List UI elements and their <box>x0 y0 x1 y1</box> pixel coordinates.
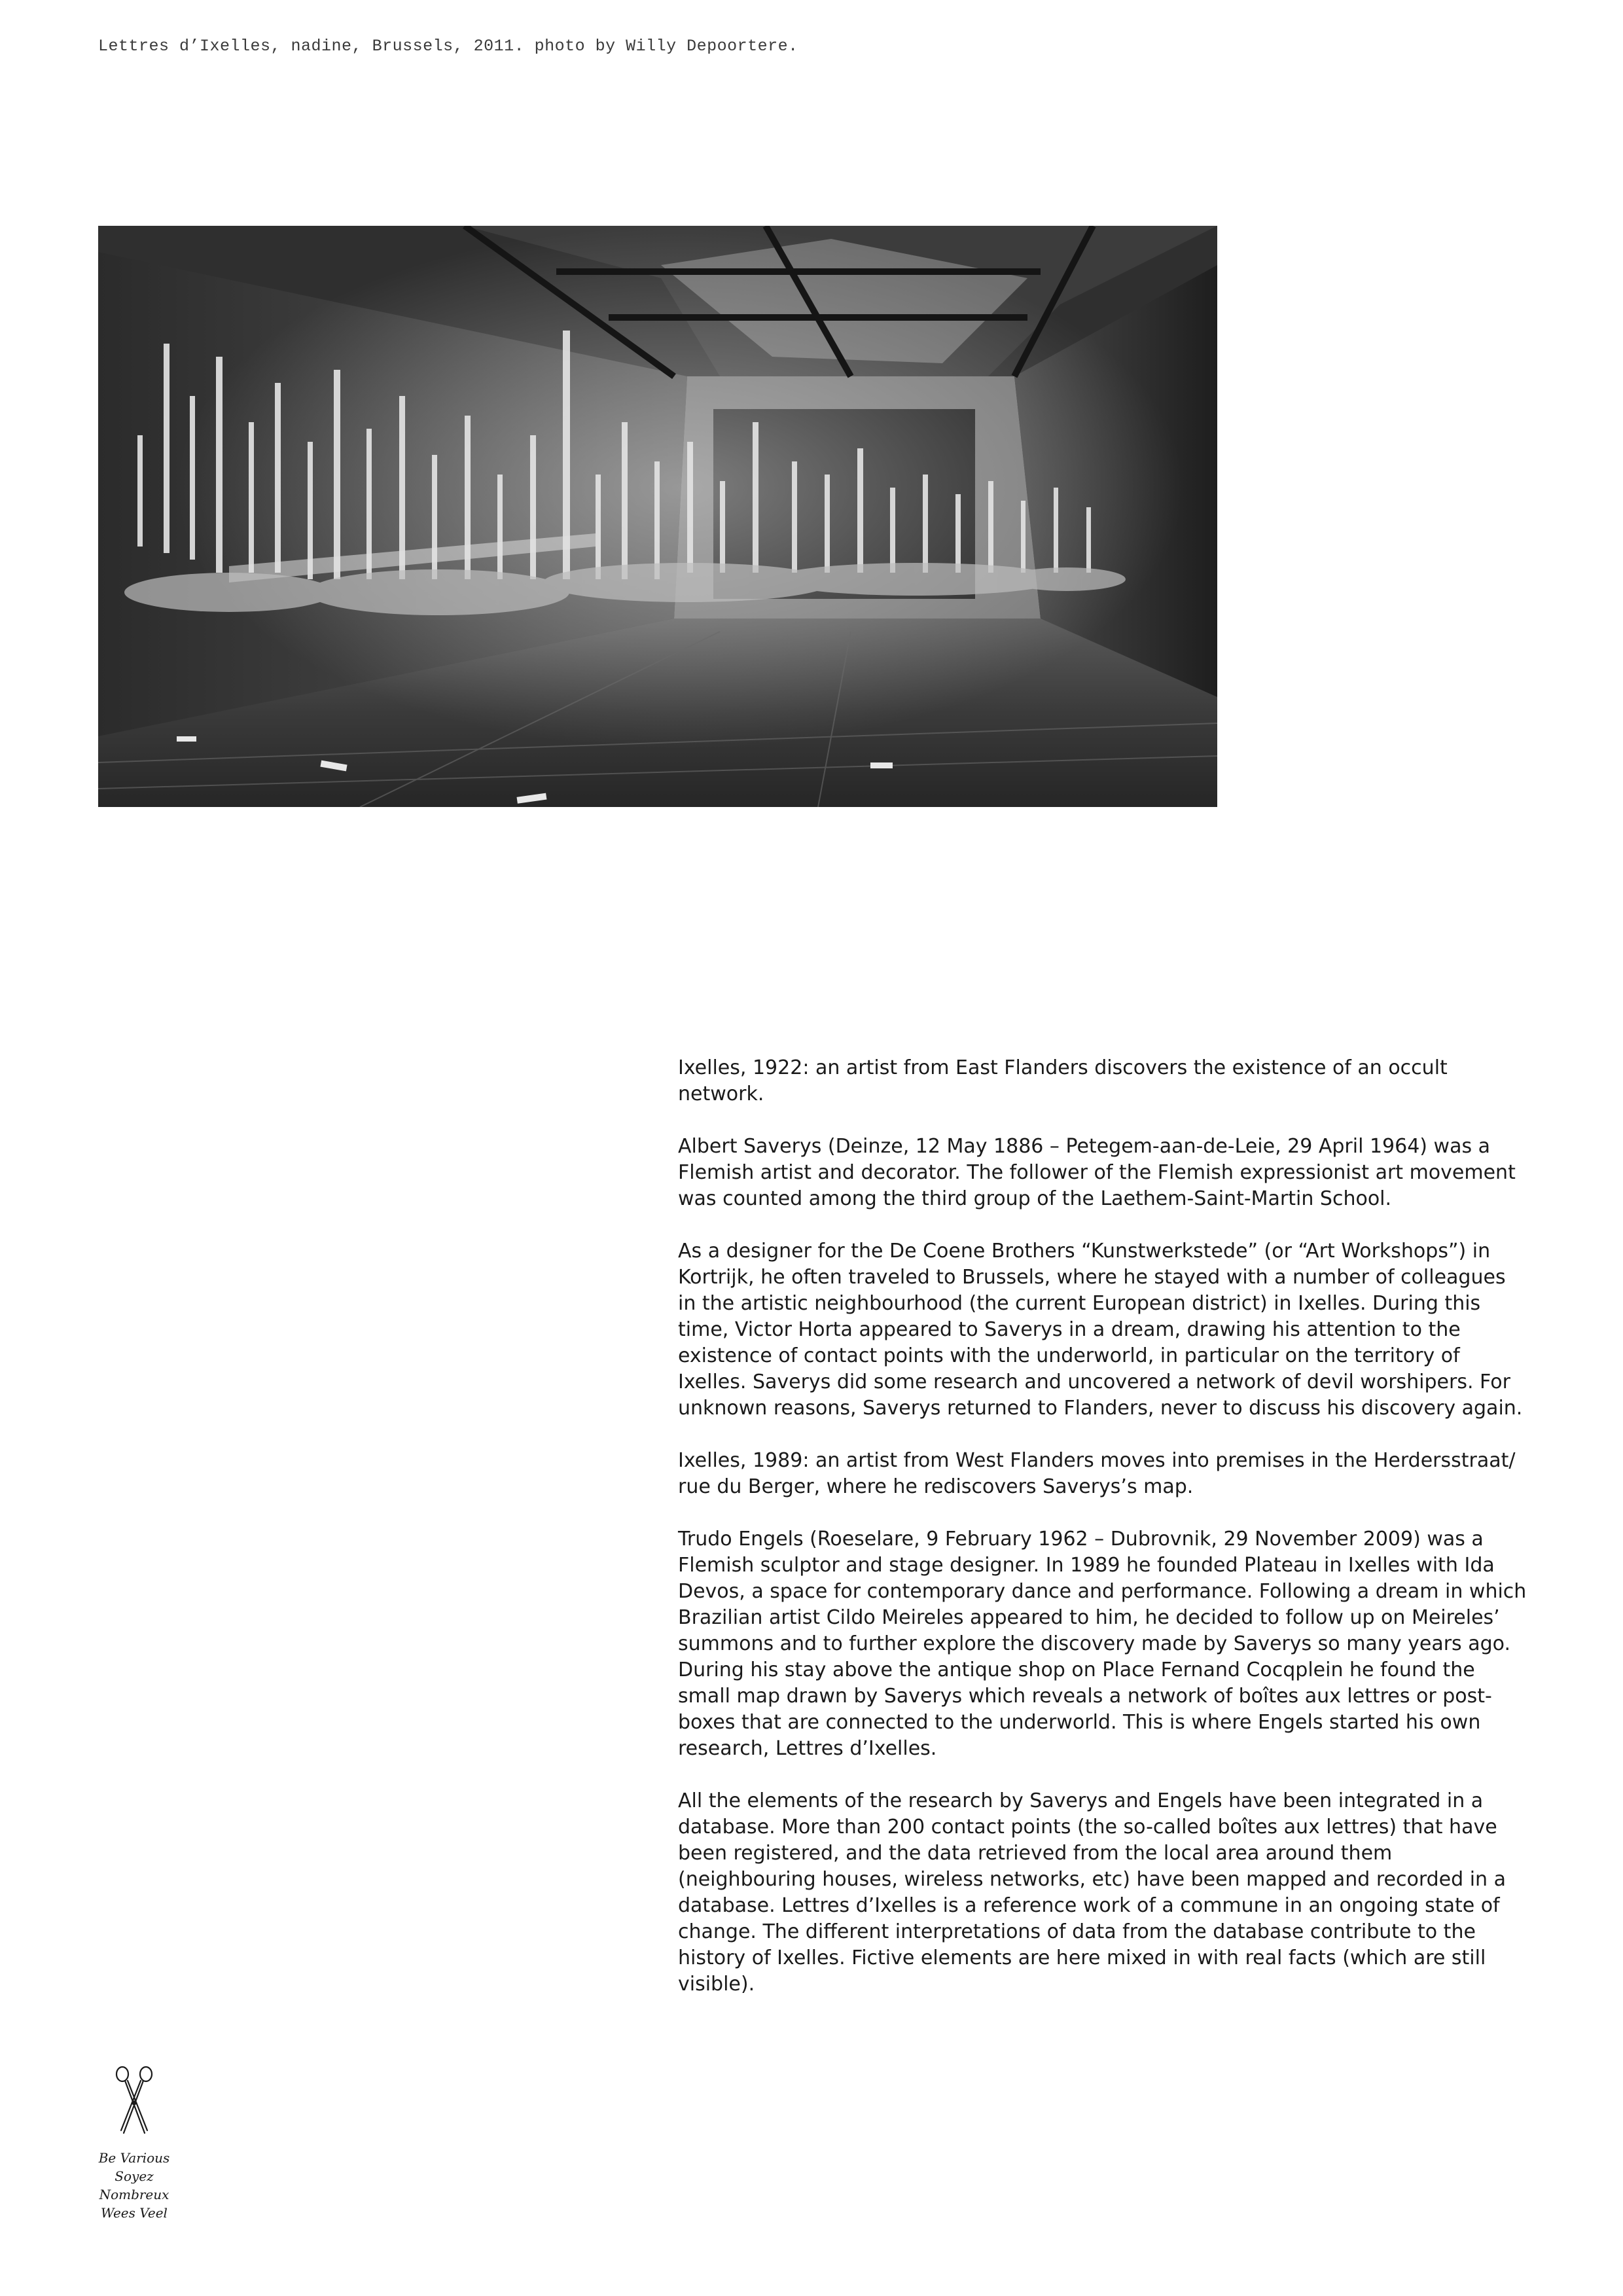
motto-english: Be Various <box>98 2150 170 2166</box>
motto-french: Soyez Nombreux <box>99 2168 169 2202</box>
crossed-scissors-icon <box>108 2065 160 2137</box>
essay-paragraph-4: Ixelles, 1989: an artist from West Flanders moves into premises in the Herdersstraat/ rue du Berger, where he rediscovers Saverys’s map. <box>678 1449 1516 1498</box>
essay-paragraph-6: All the elements of the research by Saverys and Engels have been integrated in a database. More than 200 contact points (the so-called boîtes aux lettres) that have been registered, and the data retrieved from the local area around them (neighbouring houses, wireless networks, etc) have been mapped and recorded in a database. Lettres d’Ixelles is a reference work of a commune in an ongoing state of change. The different interpretations of data from the database contribute to the history of Ixelles. Fictive elements are here mixed in with real facts (which are still visible). <box>678 1789 1506 1996</box>
exhibition-photo <box>98 226 1217 807</box>
publisher-logo <box>79 2065 190 2222</box>
essay-paragraph-5: Trudo Engels (Roeselare, 9 February 1962 – Dubrovnik, 29 November 2009) was a Flemish sculptor and stage designer. In 1989 he founded Plateau in Ixelles with Ida Devos, a space for contemporary dance and performance. Following a dream in which Brazilian artist Cildo Meireles appeared to him, he decided to follow up on Meireles’ summons and to further explore the discovery made by Saverys so many years ago. During his stay above the antique shop on Place Fernand Cocqplein he found the small map drawn by Saverys which reveals a network of boîtes aux lettres or post-boxes that are connected to the underworld. This is where Engels started his own research, Lettres d’Ixelles. <box>678 1528 1527 1760</box>
essay-paragraph-2: Albert Saverys (Deinze, 12 May 1886 – Petegem-aan-de-Leie, 29 April 1964) was a Flemish artist and decorator. The follower of the Flemish expressionist art movement was counted among the third group of the Laethem-Saint-Martin School. <box>678 1135 1516 1210</box>
essay-paragraph-3: As a designer for the De Coene Brothers “Kunstwerkstede” (or “Art Workshops”) in Kortrijk, he often traveled to Brussels, where he stayed with a number of colleagues in the artistic neighbourhood (the current European district) in Ixelles. During this time, Victor Horta appeared to Saverys in a dream, drawing his attention to the existence of contact points with the underworld, in particular on the territory of Ixelles. Saverys did some research and uncovered a network of devil worshipers. For unknown reasons, Saverys returned to Flanders, never to discuss his discovery again. <box>678 1240 1523 1420</box>
photo-caption: Lettres d’Ixelles, nadine, Brussels, 2011. photo by Willy Depoortere. <box>98 37 798 56</box>
motto-dutch: Wees Veel <box>101 2205 168 2221</box>
essay-paragraph-1: Ixelles, 1922: an artist from East Flanders discovers the existence of an occult network. <box>678 1056 1448 1105</box>
essay-text <box>678 1055 1529 2024</box>
